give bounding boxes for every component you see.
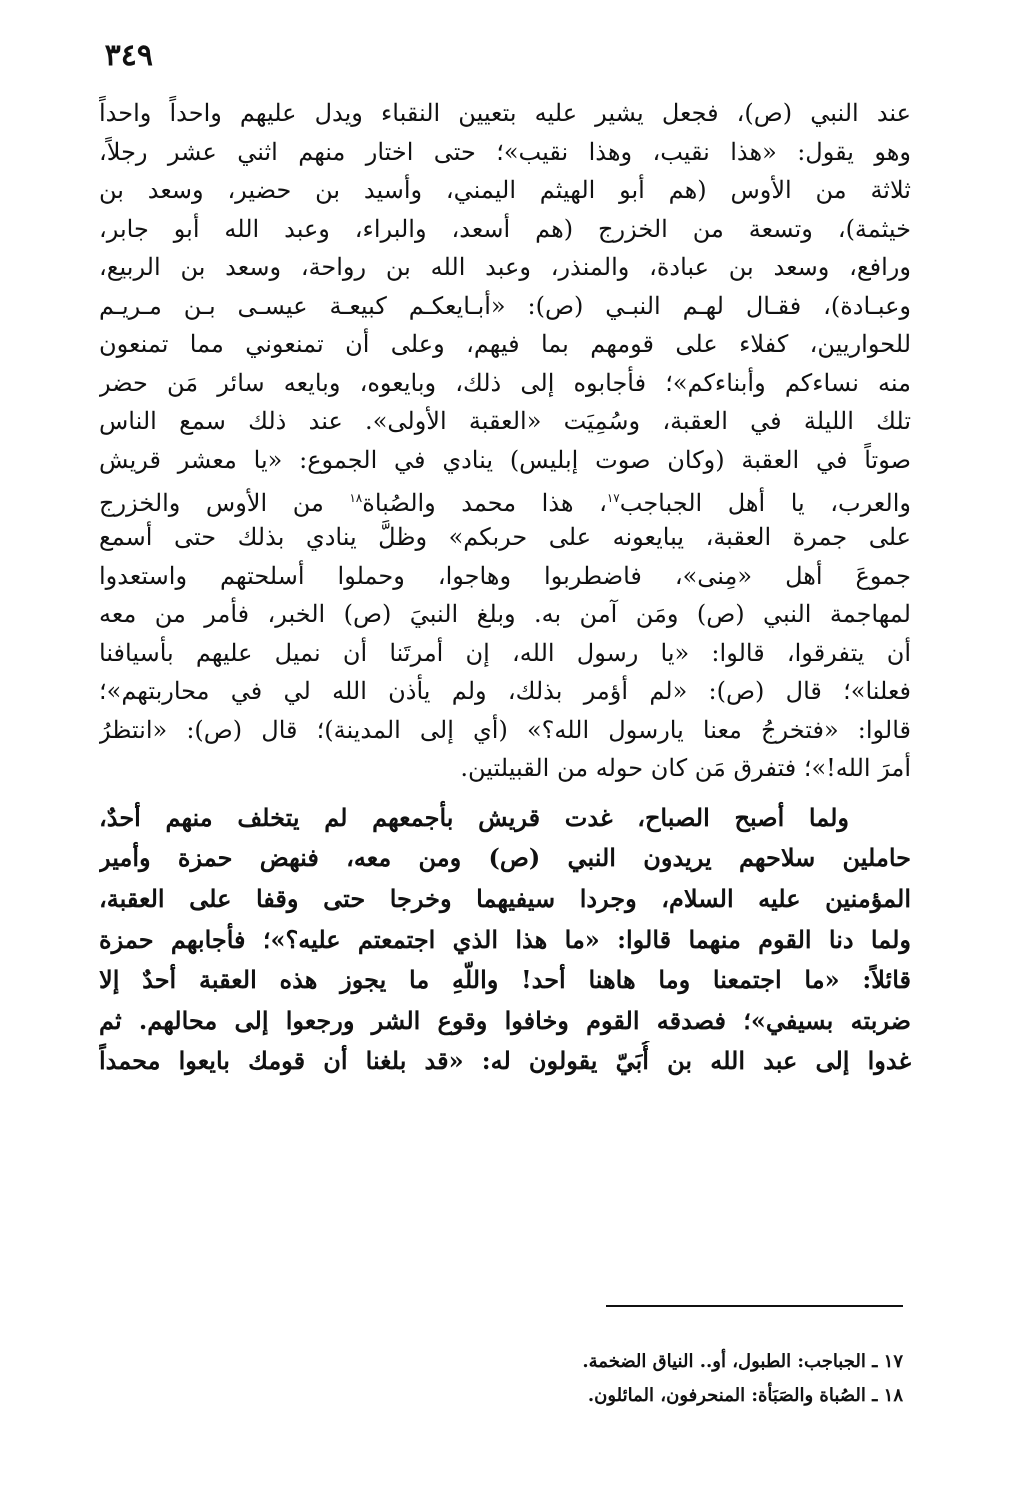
text-line: أن يتفرقوا، قالوا: «يا رسول الله، إن أمرتَنا أن نميل عليهم بأسيافنا — [99, 638, 911, 667]
paragraph-2 — [99, 798, 911, 1082]
text-line: ولما أصبح الصباح، غدت قريش بأجمعهم لم يتخلف منهم أحدٌ، — [99, 802, 849, 832]
footnote-divider — [606, 1305, 903, 1307]
text-line: أمرَ الله!»؛ فتفرق مَن كان حوله من القبيلتين. — [460, 754, 911, 783]
footnote-18: ١٨ ـ الصُباة والصَبَأة: المنحرفون، المائلون. — [587, 1385, 903, 1406]
text-line: منه نساءكم وأبناءكم»؛ فأجابوه إلى ذلك، وبايعوه، وبايعه سائر مَن حضر — [99, 368, 911, 397]
text-line: ضربته بسيفي»؛ فصدقه القوم وخافوا وقوع الشر ورجعوا إلى محالهم. ثم — [99, 1005, 911, 1035]
text-line: جموعَ أهل «مِنى»، فاضطربوا وهاجوا، وحملوا أسلحتهم واستعدوا — [99, 561, 911, 590]
text-line: تلك الليلة في العقبة، وسُمِيَت «العقبة الأولى». عند ذلك سمع الناس — [99, 407, 911, 436]
text-line: ولما دنا القوم منهما قالوا: «ما هذا الذي اجتمعتم عليه؟»؛ فأجابهم حمزة — [99, 924, 911, 954]
text-line: وهو يقول: «هذا نقيب، وهذا نقيب»؛ حتى اختار منهم اثني عشر رجلاً، — [99, 137, 911, 166]
text-line: فعلنا»؛ قال (ص): «لم أؤمر بذلك، ولم يأذن الله لي في محاربتهم»؛ — [99, 677, 911, 706]
text-line: قائلاً: «ما اجتمعنا وما هاهنا أحد! واللّهِ ما يجوز هذه العقبة أحدٌ إلا — [99, 965, 911, 995]
paragraph-1 — [99, 94, 911, 788]
text-segment: من الأوس والخزرج — [99, 489, 350, 518]
footnote-ref-18[interactable]: ١٨ — [349, 491, 363, 506]
footnotes — [403, 1345, 903, 1413]
text-line: المؤمنين عليه السلام، وجردا سيفيهما وخرجا حتى وقفا على العقبة، — [99, 884, 911, 914]
text-line-with-footnote-refs — [99, 479, 911, 518]
text-line: خيثمة)، وتسعة من الخزرج (هم أسعد، والبراء، وعبد الله أبو جابر، — [99, 214, 911, 243]
text-segment: ، هذا محمد والصُباة — [362, 489, 607, 518]
text-line: وعبـادة)، فقـال لهـم النبـي (ص): «أبـايعكـم كبيعـة عيسـى بـن مـريـم — [99, 291, 911, 320]
main-text — [99, 94, 911, 1082]
text-line: صوتاً في العقبة (وكان صوت إبليس) ينادي في الجموع: «يا معشر قريش — [99, 445, 911, 474]
text-line: عند النبي (ص)، فجعل يشير عليه بتعيين النقباء ويدل عليهم واحداً واحداً — [99, 99, 911, 127]
text-line: ورافع، وسعد بن عبادة، والمنذر، وعبد الله بن رواحة، وسعد بن الربيع، — [99, 253, 911, 282]
text-line: لمهاجمة النبي (ص) ومَن آمن به. وبلغ النبيَ (ص) الخبر، فأمر من معه — [99, 600, 911, 629]
text-line: للحواريين، كفلاء على قومهم بما فيهم، وعلى أن تمنعوني مما تمنعون — [99, 330, 911, 359]
text-line: ثلاثة من الأوس (هم أبو الهيثم اليمني، وأسيد بن حضير، وسعد بن — [99, 176, 911, 205]
footnote-17: ١٧ ـ الجباجب: الطبول، أو.. النياق الضخمة. — [582, 1351, 903, 1372]
text-line: حاملين سلاحهم يريدون النبي (ص) ومن معه، فنهض حمزة وأمير — [99, 843, 911, 873]
text-segment: والعرب، يا أهل الجباجب — [619, 489, 911, 518]
footnote-ref-17[interactable]: ١٧ — [606, 491, 620, 506]
text-line: قالوا: «فتخرجُ معنا يارسول الله؟» (أي إلى المدينة)؛ قال (ص): «انتظرُ — [99, 715, 911, 744]
text-line: على جمرة العقبة، يبايعونه على حربكم» وظلَّ ينادي بذلك حتى أسمع — [99, 523, 911, 552]
page-number: ٣٤٩ — [104, 38, 153, 73]
text-line: غدوا إلى عبد الله بن أُبَيّ يقولون له: «قد بلغنا أن قومك بايعوا محمداً — [99, 1046, 911, 1076]
